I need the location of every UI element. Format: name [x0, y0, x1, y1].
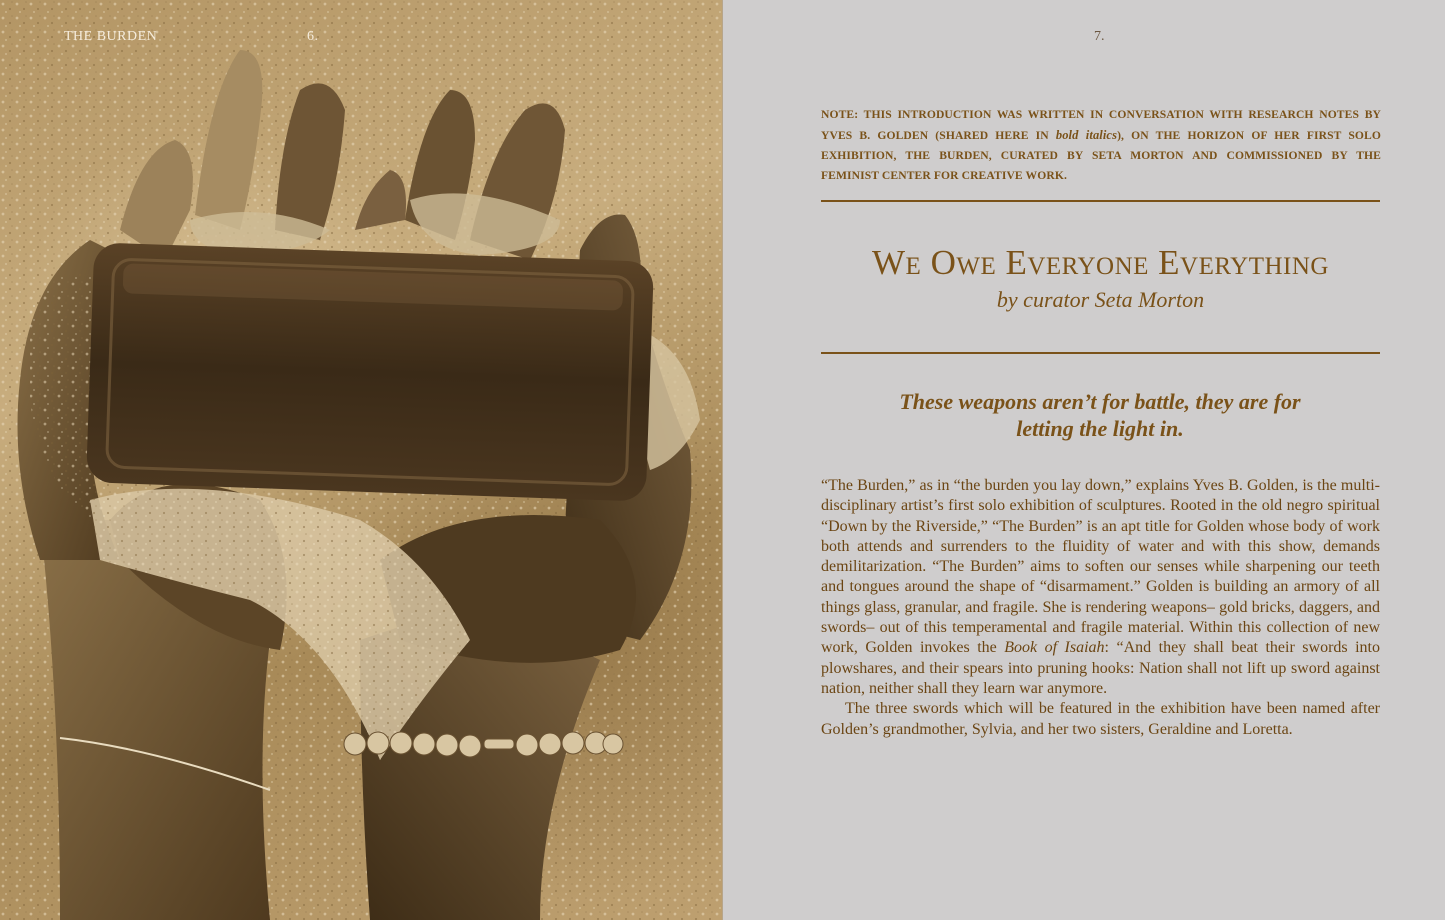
paragraph-1-quote: : “And they shall beat their swords into plowshares, and their spears into pruning hooks: Nation shall not lift up sword against nation, neither shall they learn war anymore. — [821, 639, 1380, 697]
article-title: We Owe Everyone Everything — [872, 243, 1329, 282]
hands-holding-glass-brick-photo — [0, 0, 722, 920]
running-title: THE BURDEN — [64, 29, 158, 44]
body-paragraph-2: The three swords which will be featured in the exhibition have been named after Golden’s grandmother, Sylvia, and her two sisters, Geraldine and Loretta. — [821, 700, 1380, 738]
divider-top — [821, 200, 1380, 202]
page-number-right: 7. — [1094, 29, 1105, 44]
note-text-part2: ), ON THE HORIZON OF HER FIRST SOLO EXHIBITION, THE BURDEN, CURATED BY SETA MORTON AND COMMISSIONED BY THE FEMINIST CENTER FOR CREATIVE WORK. — [821, 129, 1381, 182]
page-number-left: 6. — [307, 29, 319, 44]
glass-brick — [86, 242, 654, 501]
paragraph-1-text: “The Burden,” as in “the burden you lay down,” explains Yves B. Golden, is the multi-disciplinary artist’s first solo exhibition of sculptures. Rooted in the old negro spiritual “Down by the Riverside,” “The Burden” is an apt title for Golden whose body of work both attends and surrenders to the fluidity of water and with this show, demands demilitarization. “The Burden” aims to soften our senses while sharpening our teeth and tongues around the shape of “disarmament.” Golden is building an armory of all things glass, granular, and fragile. She is rendering weapons– gold bricks, daggers, and swords– out of this temperamental and fragile material. Within this collection of new work, Golden invokes the — [821, 477, 1380, 657]
introduction-note — [821, 105, 1381, 186]
photo-page — [0, 0, 722, 920]
article-byline: by curator Seta Morton — [996, 287, 1205, 312]
article-body — [821, 476, 1380, 740]
book-reference: Book of Isaiah — [1004, 639, 1105, 657]
note-emphasis: bold italics — [1055, 128, 1118, 142]
note-text-part1: NOTE: THIS INTRODUCTION WAS WRITTEN IN CONVERSATION WITH RESEARCH NOTES BY YVES B. GOLDEN (SHARED HERE IN — [821, 108, 1381, 142]
pull-quote: These weapons aren’t for battle, they are for letting the light in. — [899, 389, 1301, 441]
page-gutter — [722, 0, 723, 920]
divider-bottom — [821, 352, 1380, 354]
body-paragraph-1 — [821, 476, 1380, 699]
